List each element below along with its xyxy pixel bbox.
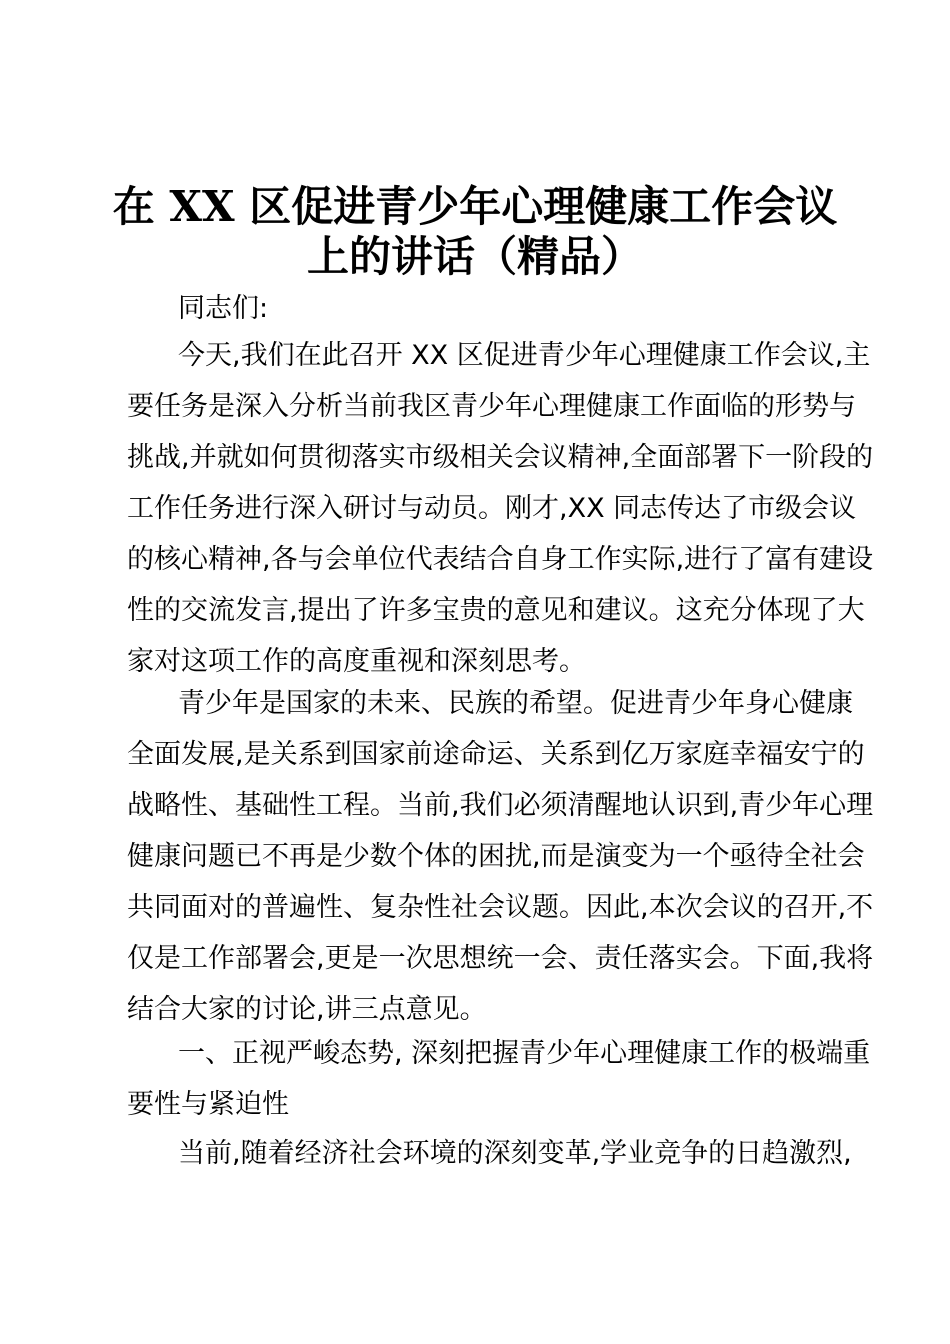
section-heading-1-line-2: 要性与紧迫性 xyxy=(127,1089,289,1120)
paragraph-2-line-2: 全面发展,是关系到国家前途命运、关系到亿万家庭幸福安宁的 xyxy=(127,739,865,770)
paragraph-2-line-7: 结合大家的讨论,讲三点意见。 xyxy=(127,994,487,1025)
paragraph-1-line-4: 工作任务进行深入研讨与动员。刚才,XX 同志传达了市级会议 xyxy=(127,493,857,524)
paragraph-1-line-1: 今天,我们在此召开 XX 区促进青少年心理健康工作会议,主 xyxy=(178,340,871,371)
paragraph-1-line-7: 家对这项工作的高度重视和深刻思考。 xyxy=(127,646,586,677)
paragraph-2-line-3: 战略性、基础性工程。当前,我们必须清醒地认识到,青少年心理 xyxy=(127,790,874,821)
paragraph-3-line-1: 当前,随着经济社会环境的深刻变革,学业竞争的日趋激烈, xyxy=(178,1138,852,1169)
document-title-line-1: 在 XX 区促进青少年心理健康工作会议 xyxy=(112,182,838,231)
paragraph-1-line-6: 性的交流发言,提出了许多宝贵的意见和建议。这充分体现了大 xyxy=(127,595,865,626)
section-heading-1-line-1: 一、正视严峻态势, 深刻把握青少年心理健康工作的极端重 xyxy=(178,1038,871,1069)
salutation: 同志们: xyxy=(178,293,269,324)
paragraph-1-line-5: 的核心精神,各与会单位代表结合自身工作实际,进行了富有建设 xyxy=(127,544,874,575)
paragraph-2-line-6: 仅是工作部署会,更是一次思想统一会、责任落实会。下面,我将 xyxy=(127,943,874,974)
paragraph-1-line-3: 挑战,并就如何贯彻落实市级相关会议精神,全面部署下一阶段的 xyxy=(127,442,874,473)
paragraph-1-line-2: 要任务是深入分析当前我区青少年心理健康工作面临的形势与 xyxy=(127,391,856,422)
paragraph-2-line-5: 共同面对的普遍性、复杂性社会议题。因此,本次会议的召开,不 xyxy=(127,892,874,923)
paragraph-2-line-4: 健康问题已不再是少数个体的困扰,而是演变为一个亟待全社会 xyxy=(127,841,865,872)
paragraph-2-line-1: 青少年是国家的未来、民族的希望。促进青少年身心健康 xyxy=(178,688,853,719)
document-title-line-2: 上的讲话（精品） xyxy=(306,232,643,281)
